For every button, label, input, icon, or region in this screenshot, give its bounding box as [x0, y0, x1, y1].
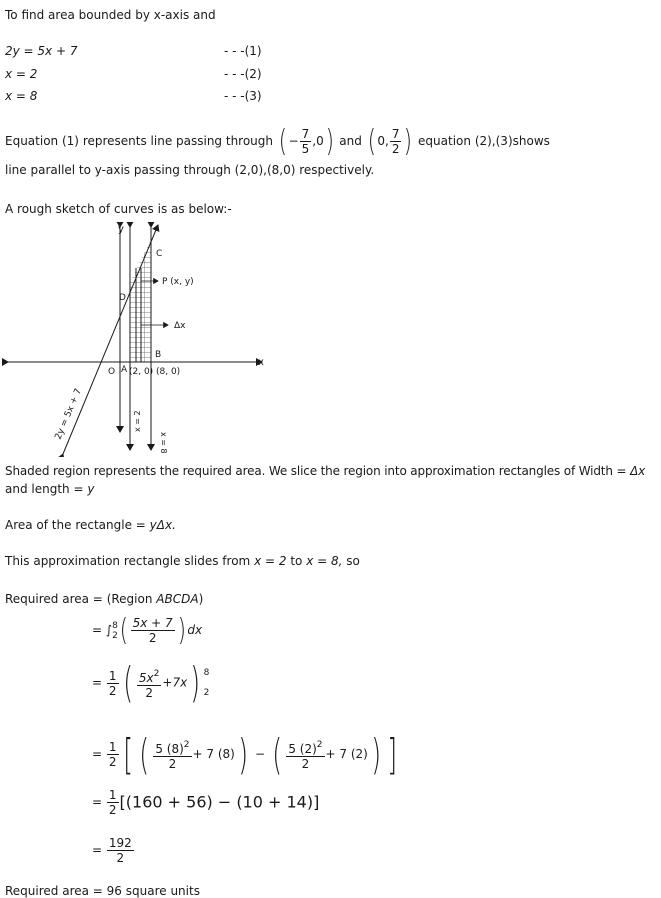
equation-1-tag: - - -(1)	[224, 44, 262, 58]
sketch-intro: A rough sketch of curves is as below:-	[5, 202, 232, 216]
equation-description: Equation (1) represents line passing through ( − $\frac{7}{5}$ ,0) and ( 0, $\frac{7}{2}$ ) equation (2),(3)shows	[5, 123, 550, 159]
rough-sketch	[0, 222, 280, 457]
equation-3-tag: - - -(3)	[224, 89, 262, 103]
step-4: = $\frac{1}{2}$ [(160 + 56) − (10 + 14)]	[92, 788, 320, 817]
equation-1: 2y = 5x + 7	[5, 44, 78, 58]
y-axis-label: y	[118, 224, 124, 235]
step-3: = $\frac{1}{2}$ [ ( $\frac{5 (8)^2}{2}$ + 7 (8)) − ( $\frac{5 (2)^2}{2}$ + 7 (2)) ]	[92, 729, 398, 779]
x-axis-label: x	[258, 357, 264, 368]
rectangle-area-text: Area of the rectangle = yΔx.	[5, 518, 176, 532]
label-point-8-0: (8, 0)	[156, 367, 181, 377]
step-2: = $\frac{1}{2}$ ( $\frac{5x^2}{2}$ +7x) 8 2	[92, 658, 210, 707]
label-line-eq: 2y = 5x + 7	[53, 387, 85, 442]
label-o: O	[108, 367, 116, 377]
intro-text: To find area bounded by x-axis and	[5, 8, 216, 22]
label-x-2: x = 2	[133, 410, 142, 432]
label-point-2-0: (2, 0)	[129, 367, 154, 377]
label-a: A	[121, 365, 128, 375]
slides-text: This approximation rectangle slides from x = 2 to x = 8, so	[5, 554, 360, 568]
label-p: P (x, y)	[162, 277, 194, 287]
label-dx: Δx	[174, 321, 186, 331]
shaded-text-2: and length = y	[5, 482, 95, 496]
label-x-8: x = 8	[159, 432, 168, 454]
parallel-line-text: line parallel to y-axis passing through (2,0),(8,0) respectively.	[5, 163, 375, 177]
step-5: = $\frac{192}{2}$	[92, 836, 132, 865]
final-answer: Required area = 96 square units	[5, 884, 200, 898]
label-c: C	[156, 249, 163, 259]
equation-2: x = 2	[5, 67, 38, 81]
shaded-text-1: Shaded region represents the required area. We slice the region into approximation rectangles of Width = Δx	[5, 464, 646, 478]
equation-2-tag: - - -(2)	[224, 67, 262, 81]
required-area-label: Required area = (Region ABCDA)	[5, 592, 204, 606]
step-1: = ∫ 8 2 ( $\frac{5x + 7}{2}$ ) dx	[92, 612, 203, 648]
equation-3: x = 8	[5, 89, 38, 103]
label-d: D	[119, 293, 126, 303]
label-b: B	[155, 350, 162, 360]
